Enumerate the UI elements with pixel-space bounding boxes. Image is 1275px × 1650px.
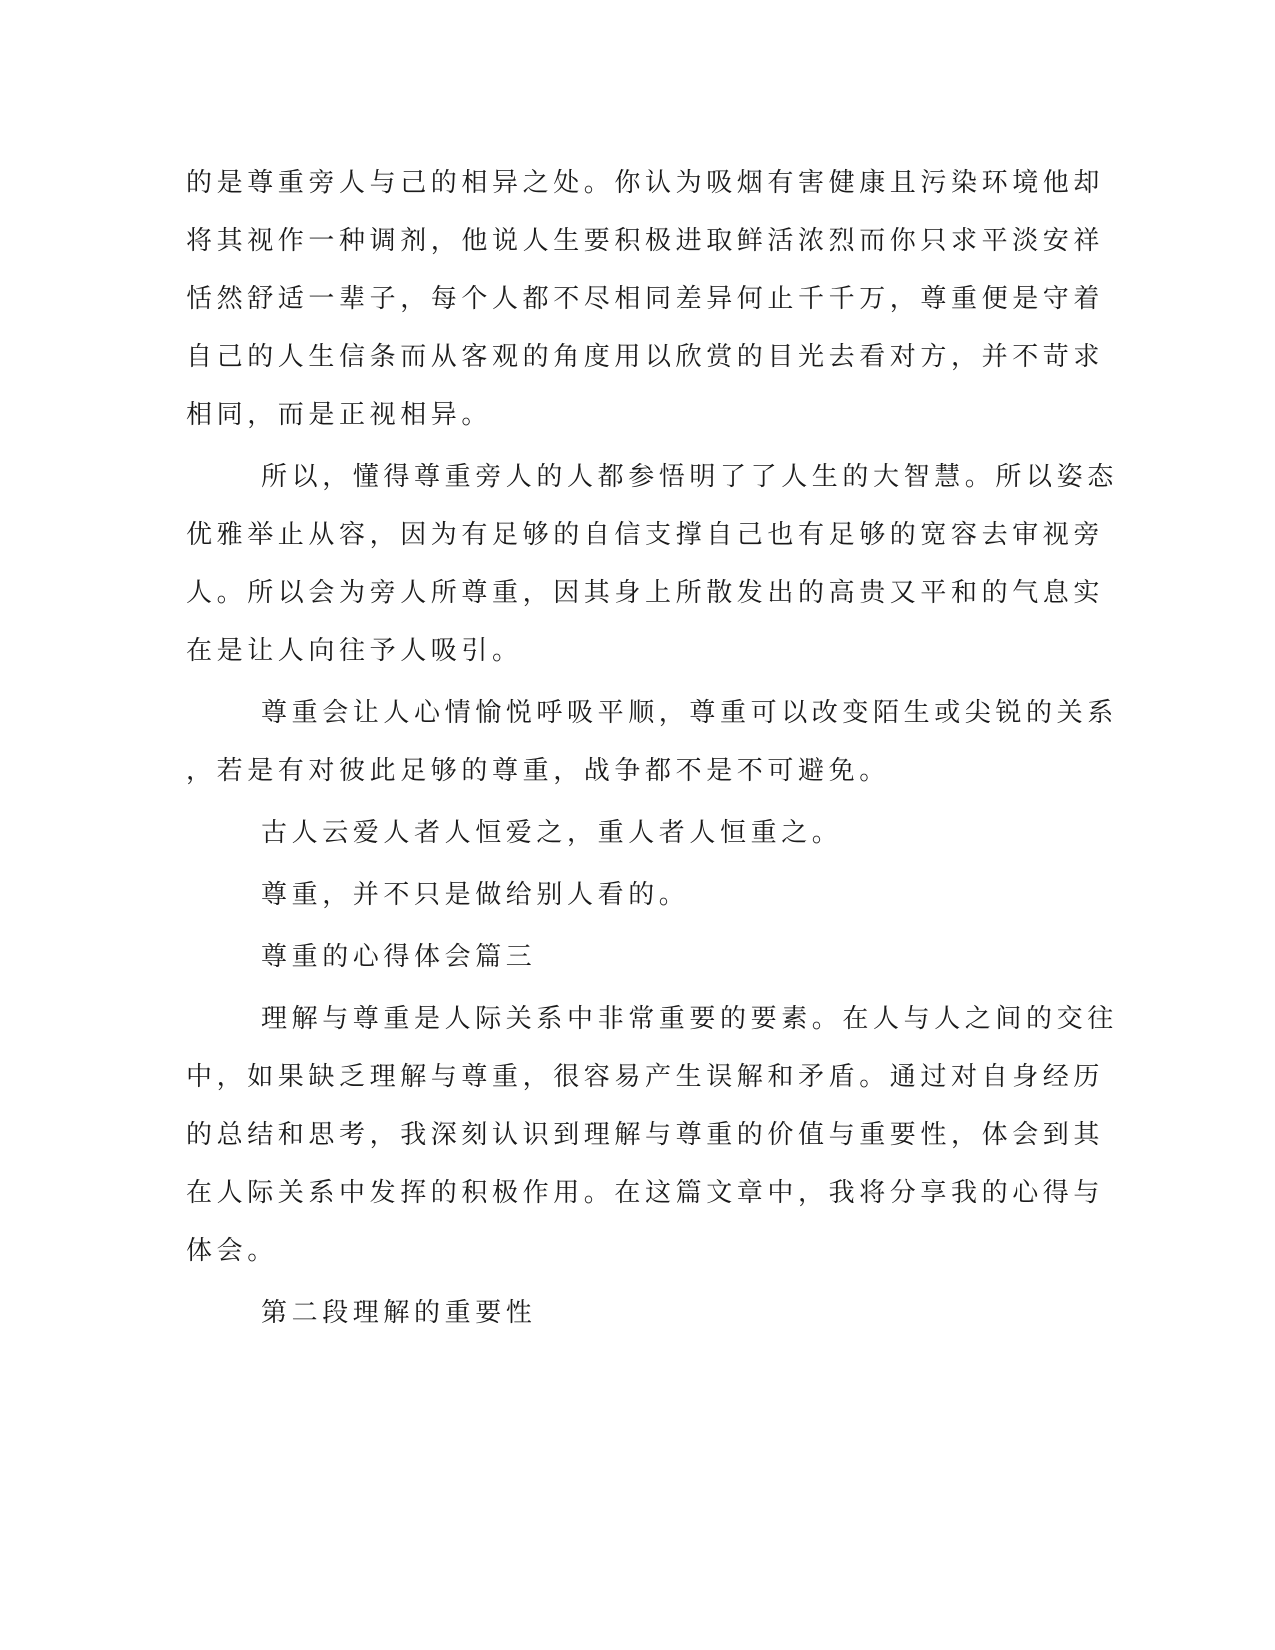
text-line: 的总结和思考，我深刻认识到理解与尊重的价值与重要性，体会到其 bbox=[186, 1120, 1105, 1150]
text-line: 将其视作一种调剂，他说人生要积极进取鲜活浓烈而你只求平淡安祥 bbox=[186, 226, 1105, 256]
paragraph bbox=[186, 875, 1066, 937]
text-line: 人。所以会为旁人所尊重，因其身上所散发出的高贵又平和的气息实 bbox=[186, 578, 1105, 608]
section-heading bbox=[186, 937, 1066, 999]
paragraph bbox=[186, 999, 1118, 1293]
text-line: 自己的人生信条而从客观的角度用以欣赏的目光去看对方，并不苛求 bbox=[186, 342, 1105, 372]
paragraph bbox=[186, 693, 1118, 813]
text-line: 古人云爱人者人恒爱之，重人者人恒重之。 bbox=[261, 818, 843, 848]
text-line: 在是让人向往予人吸引。 bbox=[186, 636, 523, 666]
text-line: 的是尊重旁人与己的相异之处。你认为吸烟有害健康且污染环境他却 bbox=[186, 168, 1105, 198]
heading-text: 第二段理解的重要性 bbox=[261, 1298, 537, 1328]
text-line: 尊重会让人心情愉悦呼吸平顺，尊重可以改变陌生或尖锐的关系 bbox=[261, 698, 1118, 728]
text-line: 恬然舒适一辈子，每个人都不尽相同差异何止千千万，尊重便是守着 bbox=[186, 284, 1105, 314]
paragraph bbox=[186, 813, 1066, 875]
text-line: ，若是有对彼此足够的尊重，战争都不是不可避免。 bbox=[186, 756, 890, 786]
text-line: 尊重，并不只是做给别人看的。 bbox=[261, 880, 690, 910]
document-body bbox=[186, 163, 1118, 1351]
heading-text: 尊重的心得体会篇三 bbox=[261, 942, 537, 972]
paragraph bbox=[186, 457, 1118, 693]
paragraph-continuation bbox=[186, 163, 1105, 457]
section-heading bbox=[186, 1293, 1066, 1351]
text-line: 所以，懂得尊重旁人的人都参悟明了了人生的大智慧。所以姿态 bbox=[261, 462, 1118, 492]
text-line: 中，如果缺乏理解与尊重，很容易产生误解和矛盾。通过对自身经历 bbox=[186, 1062, 1105, 1092]
text-line: 在人际关系中发挥的积极作用。在这篇文章中，我将分享我的心得与 bbox=[186, 1178, 1105, 1208]
text-line: 优雅举止从容，因为有足够的自信支撑自己也有足够的宽容去审视旁 bbox=[186, 520, 1105, 550]
text-line: 相同，而是正视相异。 bbox=[186, 400, 493, 430]
text-line: 理解与尊重是人际关系中非常重要的要素。在人与人之间的交往 bbox=[261, 1004, 1118, 1034]
text-line: 体会。 bbox=[186, 1236, 278, 1266]
